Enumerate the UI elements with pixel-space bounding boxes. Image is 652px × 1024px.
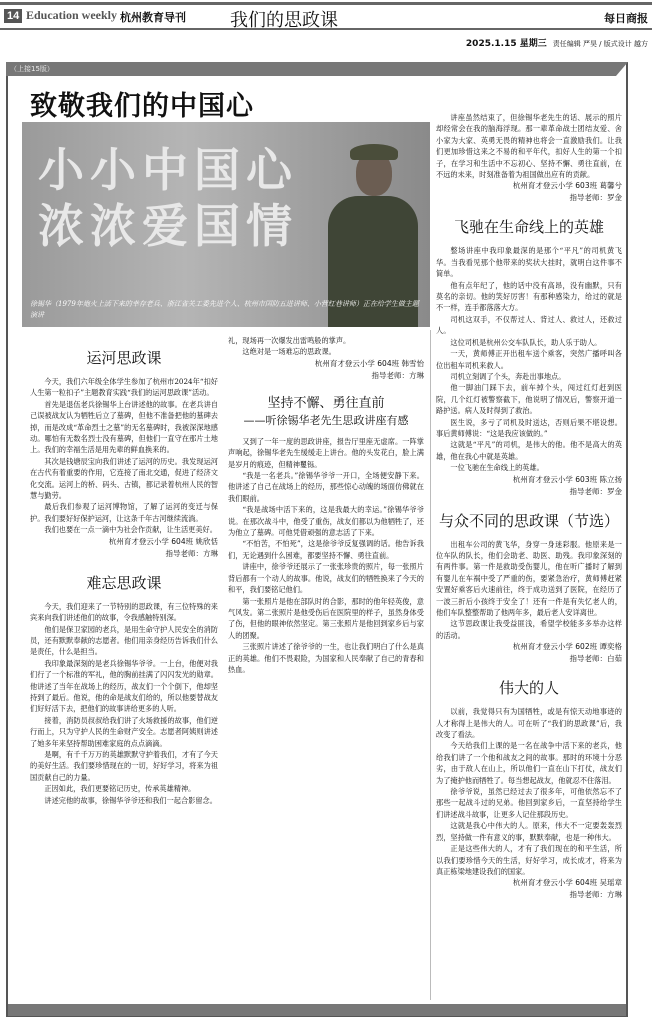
author-school: 杭州育才登云小学 604班 韩雪怡 <box>314 358 424 368</box>
author-teacher: 指导老师：罗金 <box>569 486 622 496</box>
paragraph: 一天，黄师傅正开出租车送个乘客，突然广播呼叫各位出租车司机来救人。 <box>436 349 622 370</box>
paragraph: 又到了一年一度的思政讲座，报告厅里座无虚席。一阵掌声响起，徐锡华老先生缓缓走上讲台。他的头发花白，脸上满是岁月的痕迹，但精神矍铄。 <box>228 436 424 469</box>
author-teacher: 指导老师：方琳 <box>165 548 218 558</box>
column-left <box>30 335 218 1003</box>
paragraph: 是啊，有千千万万的英雄默默守护着我们，才有了今天的美好生活。我们要珍惜现在的一切，好好学习，将来为祖国贡献自己的力量。 <box>30 749 218 782</box>
paragraph: 正因如此，我们更要铭记历史，传承英雄精神。 <box>44 784 196 794</box>
paragraph: 以前，我觉得只有为国牺牲，或是有惊天动地事迹的人才称得上是伟大的人。可在听了“我们的思政课”后，我改变了看法。 <box>436 707 622 740</box>
author-school: 杭州育才登云小学 603班 陈立扬 <box>512 474 622 484</box>
article-title: 与众不同的思政课（节选） <box>438 511 619 530</box>
author-school: 杭州育才登云小学 604班 姚欣恬 <box>108 536 218 546</box>
author-school: 杭州育才登云小学 602班 谭奕格 <box>512 642 622 652</box>
column-divider <box>430 330 431 1000</box>
paragraph: “我是战场中活下来的，这是我最大的幸运。”徐锡华爷爷说。在那次战斗中，他受了重伤，战友们都以为他牺牲了，还为他立了墓碑。可他凭借顽强的意志活了下来。 <box>228 505 424 538</box>
newspaper-name: 每日商报 <box>604 12 648 25</box>
photo-caption: 徐锡华（1979年炮火上活下来的幸存老兵、浙江省关工委先进个人、杭州市国防五进讲师、小营红巷讲师）正在给学生做主题演讲 <box>30 300 419 319</box>
photo-overlay-text: 小小中国心 浓浓爱国情 <box>38 143 298 253</box>
paragraph: 他们是保卫家园的老兵，是用生命守护人民安全的消防员，还有默默奉献的志愿者。他们用亲身经历告诉我们什么是责任，什么是担当。 <box>30 624 218 657</box>
paragraph: 他一脚油门踩下去，前车掉个头，闯过红灯赶到医院，几个红灯被警察截下，他说明了情况后，警察开道一路护送。病人及时得到了救治。 <box>436 383 622 416</box>
paragraph: 首先是退伍老兵徐锡华上台讲述他的故事。在老兵讲自己误被战友认为牺牲后立了墓碑，但他不准备把他的墓碑去掉，而是改成“革命烈士之墓”的无名墓碑时，我被深深地感动。哪怕有无数名烈士没有墓碑，但他们一直守在那片土地上。我们的幸福生活是用先辈的鲜血换来的。 <box>30 399 218 455</box>
masthead <box>0 2 652 30</box>
column-right <box>436 112 622 1002</box>
author-teacher: 指导老师：方琳 <box>569 890 622 900</box>
paragraph: 三张照片讲述了徐爷爷的一生，也让我们明白了什么是真正的英雄。他们不畏艰险，为国家和人民奉献了自己的青春和热血。 <box>228 642 424 674</box>
paragraph: 医生说，多亏了司机及时送达，否则后果不堪设想。事后黄师傅说：“这是我应该做的。” <box>436 417 622 438</box>
paragraph: 这绝对是一场难忘的思政课。 <box>242 347 336 357</box>
bottom-band <box>8 1004 626 1016</box>
paragraph: “我是一名老兵。”徐锡华爷爷一开口，全场便安静下来。他讲述了自己在战场上的经历，那些惊心动魄的场面仿佛就在我们眼前。 <box>228 471 424 503</box>
paragraph: 礼，现场再一次爆发出雷鸣般的掌声。 <box>228 336 351 345</box>
brand-en: Education weekly <box>26 8 118 22</box>
author-teacher: 指导老师：罗金 <box>569 193 622 203</box>
article-subtitle: ——听徐锡华老先生思政讲座有感 <box>243 413 409 427</box>
author-teacher: 指导老师：方琳 <box>371 370 424 380</box>
article-title: 坚持不懈、勇往直前 <box>267 395 385 411</box>
article-title: 运河思政课 <box>86 349 162 367</box>
paragraph: 正是这些伟大的人，才有了我们现在的和平生活，所以我们要珍惜今天的生活，好好学习，成长成才，将来为真正栋梁地建设我们的国家。 <box>436 844 622 876</box>
author-school: 杭州育才登云小学 604班 吴瑶章 <box>512 878 622 888</box>
paragraph: 徐爷爷说，虽然已经过去了很多年，可他依然忘不了那些一起战斗过的兄弟。他回到家乡后，一直坚持给学生们讲述战斗故事，让更多人记住那段历史。 <box>436 787 622 819</box>
paragraph: 整场讲座中我印象最深的是那个“平凡”的司机黄飞华。当我看见那个他带来的奖状大挂时，就明白这件事不简单。 <box>436 246 622 279</box>
paragraph: 这就是我心中伟大的人。原来，伟大不一定要轰轰烈烈，坚持做一件有意义的事，默默奉献，也是一种伟大。 <box>436 821 622 842</box>
paragraph: 我们也要在一点一滴中为社会作贡献，让生活更美好。 <box>44 525 217 535</box>
paragraph: 其次是钱塘辰宝向我们讲述了运河的历史。我发现运河在古代有着重要的作用，它连接了南北交通，促进了经济文化交流。运河上的桥、码头、古镇，都记录着杭州人民的智慧与勤劳。 <box>30 456 218 501</box>
paragraph: 最后我们参观了运河博物馆，了解了运河的变迁与保护。我们要好好保护运河，让这条千年古河继续流淌。 <box>30 502 218 523</box>
paragraph: 司机这双手，不仅帮过人、背过人、救过人，还救过人。 <box>436 314 622 336</box>
paragraph: 今天，我们六年级全体学生参加了杭州市2024年“扣好人生第一粒扣子”主题教育实践“我们的运河思政课”活动。 <box>30 377 218 398</box>
paragraph: 接着，消防员叔叔给我们讲了火场救援的故事，他们逆行而上，只为守护人民的生命财产安全。志愿者阿姨则讲述了她多年来坚持帮助困难家庭的点点滴滴。 <box>30 715 218 748</box>
paragraph: 第一张照片是他在部队时的合影，那时的他年轻英俊，意气风发。第二张照片是他受伤后在医院里的样子，虽然身体受了伤，但他的眼神依然坚定。第三张照片是他回到家乡后与家人的团聚。 <box>228 596 424 640</box>
headline: 致敬我们的中国心 <box>30 91 254 122</box>
article-title: 难忘思政课 <box>86 573 162 592</box>
paragraph: 一位飞驰在生命线上的英雄。 <box>450 463 544 473</box>
paragraph: 出租车公司的黄飞华，身穿一身迷彩服。他原来是一位车队的队长，他们会助老、助医、助残。我印象深刻的有两件事。第一件是救助受伤婴儿，他在听广播时了解到有婴儿在车祸中受了严重的伤，要紧急治疗，黄师傅赶紧安置好乘客后火速前往，终于成功送到了医院，在经历了一波三折后小孩终于安全了！还有一件是有失忆老人的，他们车队整整帮助了他两年多，最后老人安详离世。 <box>436 539 622 617</box>
date: 2025.1.15 星期三 <box>465 39 547 49</box>
paragraph: 我印象最深刻的是老兵徐锡华爷爷。一上台，他便对我们行了一个标准的军礼，他的胸前挂满了闪闪发光的勋章。他讲述了当年在战场上的经历，战友们一个个倒下，他却坚持到了最后。他说，他的命是战友们给的，所以他要替战友们好好活下去，把他们的故事讲给更多的人听。 <box>30 658 218 714</box>
author-school: 杭州育才登云小学 603班 葛馨兮 <box>512 181 622 191</box>
photo <box>22 122 430 327</box>
paragraph: 他有点年纪了，他的话中没有高昂，没有幽默，只有莫名的亲切。他的笑好厉害！有那种感染力，给过的就是不一样，连手都落落大方。 <box>436 280 622 313</box>
paragraph: 讲述完他的故事，徐锡华爷爷还和我们一起合影留念。 <box>44 795 217 805</box>
paragraph: 司机立刻调了个头，奔赴出事地点。 <box>450 371 566 381</box>
paragraph: 今天，我们迎来了一节特别的思政课，有三位特殊的来宾来向我们讲述他们的故事，令我感触特别深。 <box>30 601 218 623</box>
paragraph: “不怕苦，不怕死”，这是徐爷爷反复强调的话。他告诉我们，无论遇到什么困难，都要坚持不懈、勇往直前。 <box>228 539 424 560</box>
paragraph: 讲座虽然结束了，但徐锡华老先生的话、展示的照片却经常会在我的脑海浮现。那一辈革命战士团结友爱、舍小家为大家、英勇无畏的精神也将会一直激励我们。让我们更加珍惜这来之不易的和平年代，扣好人生的第一个扣子，在学习和生活中不忘初心、坚持不懈、勇往直前，在不远的未来，时刻准备着为祖国做出应有的贡献。 <box>436 113 622 180</box>
continued-band: （上接15版） <box>6 62 616 76</box>
page-number: 14 <box>4 9 22 23</box>
paragraph: 这就是“平凡”的司机，是伟大的他。他不是高大的英雄，他在我心中就是英雄。 <box>436 440 622 461</box>
brand-cn: 杭州教育导刊 <box>120 11 186 24</box>
dateline <box>466 36 648 49</box>
section-title: 我们的思政课 <box>230 10 338 31</box>
paragraph: 这位司机是杭州公交车队队长，助人乐于助人。 <box>450 337 602 347</box>
author-teacher: 指导老师：白茹 <box>569 654 622 664</box>
paragraph: 讲座中，徐爷爷还展示了一张张珍贵的照片，每一张照片背后都有一个动人的故事。他说，战友们的牺牲换来了今天的和平，我们要铭记他们。 <box>228 562 424 595</box>
article-title: 飞驰在生命线上的英雄 <box>453 218 604 237</box>
paragraph: 今天给我们上课的是一名在战争中活下来的老兵，他给我们讲了一个他和战友之间的故事。那时的环境十分恶劣，由于敌人在山上，所以他们一直在山下打仗，战友们为了掩护他而牺牲了。每当想起战友，他就忍不住落泪。 <box>436 741 622 785</box>
column-middle <box>228 335 424 1003</box>
paragraph: 这节思政课让我受益匪浅，希望学校能多多举办这样的活动。 <box>436 619 622 640</box>
editors: 责任编辑 严昊 / 版式设计 越方 <box>552 40 648 48</box>
article-title: 伟大的人 <box>498 679 559 698</box>
